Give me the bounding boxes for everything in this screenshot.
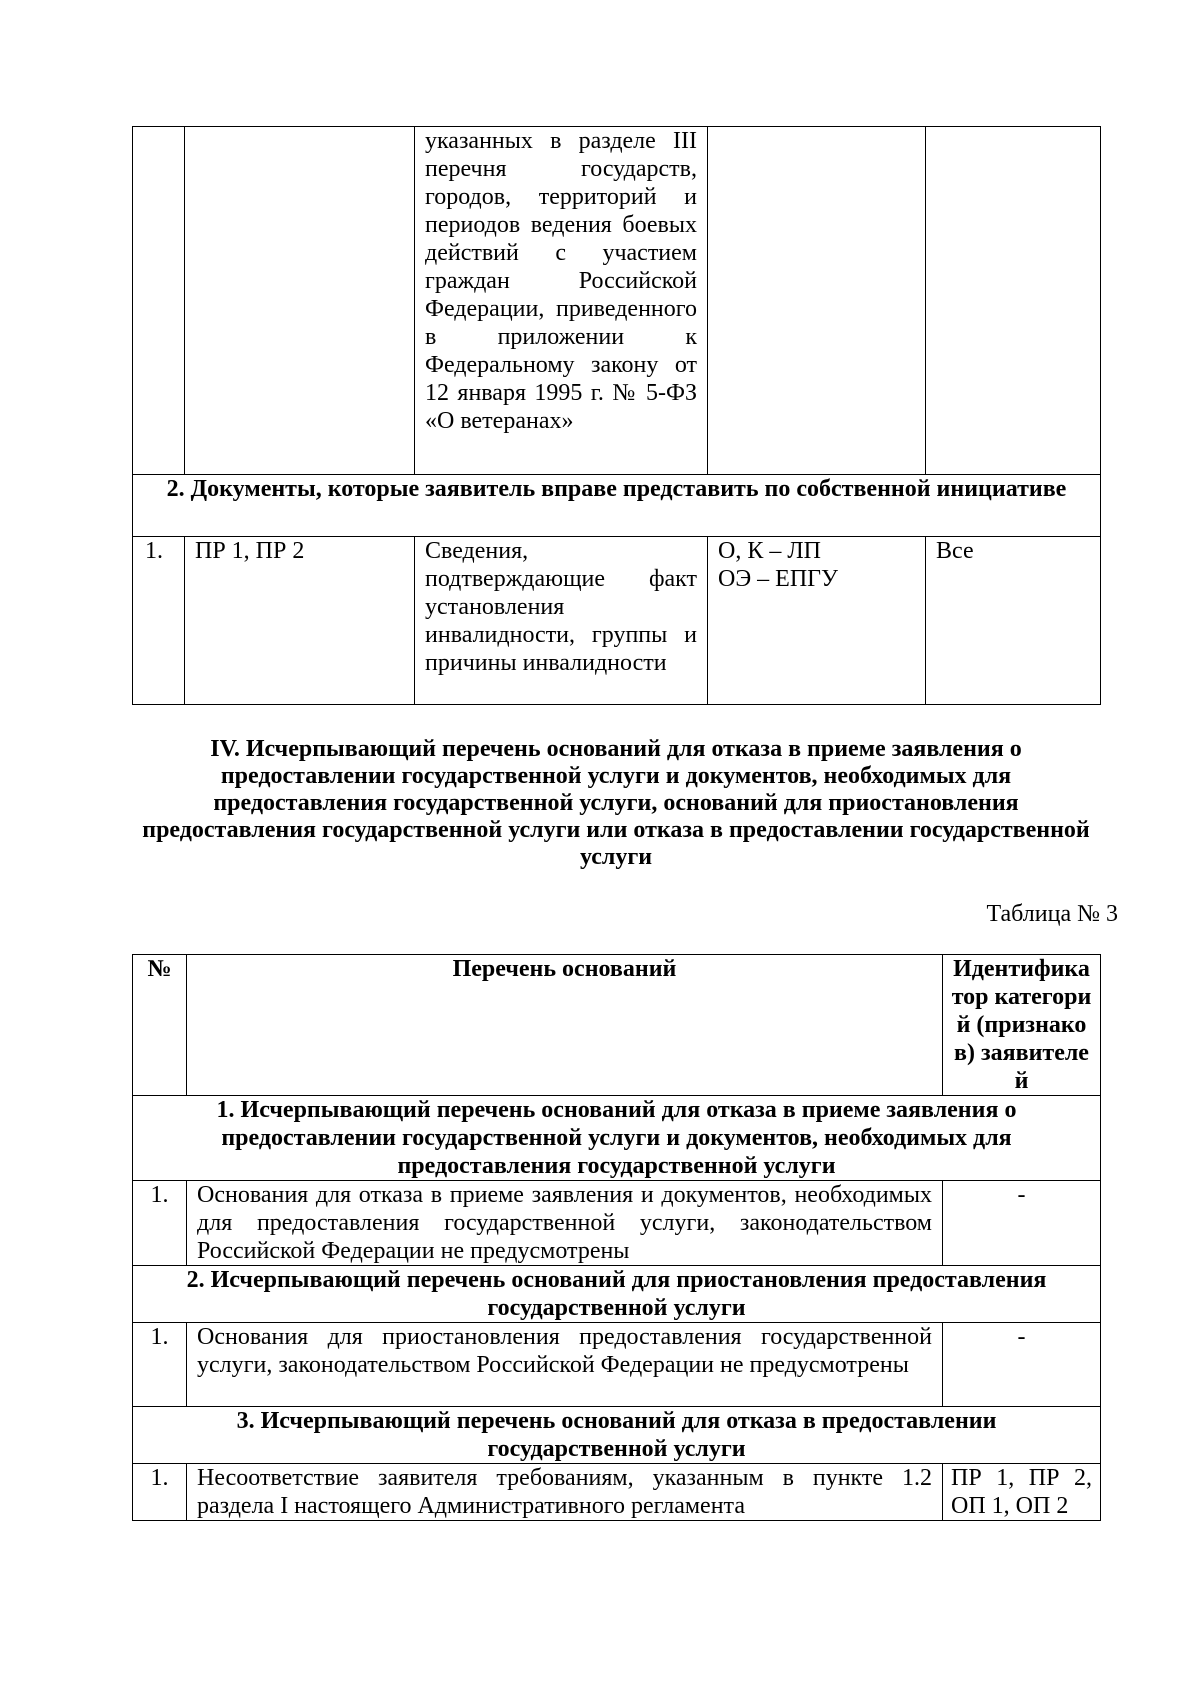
header-reasons: Перечень оснований	[187, 955, 943, 1096]
method-line: О, К – ЛП	[718, 538, 821, 564]
submission-method	[708, 537, 926, 705]
table-cell	[185, 127, 415, 475]
header-identifier: Идентификатор категорий (признаков) заявителей	[943, 955, 1101, 1096]
table-cell	[708, 127, 926, 475]
row-number: 1.	[133, 537, 185, 705]
section-title: 2. Исчерпывающий перечень оснований для приостановления предоставления государственной услуги	[133, 1266, 1101, 1323]
section-title: 1. Исчерпывающий перечень оснований для отказа в приеме заявления о предоставлении государственной услуги и документов, необходимых для предоставления государственной услуги	[133, 1096, 1101, 1181]
reason-text: Несоответствие заявителя требованиям, указанным в пункте 1.2 раздела I настоящего Административного регламента	[187, 1464, 943, 1521]
refusal-reasons-table	[132, 954, 1101, 1521]
table-row	[133, 1323, 1101, 1407]
document-description-cell: указанных в разделе III перечня государств, городов, территорий и периодов ведения боевых действий с участием граждан Российской Федерации, приведенного в приложении к Федеральному закону от 12 января 1995 г. № 5-ФЗ «О ветеранах»	[415, 127, 708, 475]
section-row	[133, 1096, 1101, 1181]
header-number: №	[133, 955, 187, 1096]
table-row	[133, 127, 1101, 475]
applicant-identifier: -	[943, 1323, 1101, 1407]
section-row	[133, 1407, 1101, 1464]
method-line: ОЭ – ЕПГУ	[718, 566, 839, 592]
section-row	[133, 475, 1101, 537]
reason-text: Основания для приостановления предоставления государственной услуги, законодательством Российской Федерации не предусмотрены	[187, 1323, 943, 1407]
table-cell	[926, 127, 1101, 475]
applicant-scope: Все	[926, 537, 1101, 705]
section-title: 3. Исчерпывающий перечень оснований для отказа в предоставлении государственной услуги	[133, 1407, 1101, 1464]
document-description-cell: Сведения, подтверждающие факт установления инвалидности, группы и причины инвалидности	[415, 537, 708, 705]
reason-text: Основания для отказа в приеме заявления и документов, необходимых для предоставления государственной услуги, законодательством Российской Федерации не предусмотрены	[187, 1181, 943, 1266]
row-number: 1.	[133, 1464, 187, 1521]
table-label: Таблица № 3	[986, 901, 1118, 927]
table-row	[133, 1181, 1101, 1266]
header-row	[133, 955, 1101, 1096]
table-row	[133, 537, 1101, 705]
row-number: 1.	[133, 1181, 187, 1266]
applicant-identifier: ПР 1, ПР 2, ОП 1, ОП 2	[943, 1464, 1101, 1521]
applicant-identifier: -	[943, 1181, 1101, 1266]
section-row	[133, 1266, 1101, 1323]
section-title: 2. Документы, которые заявитель вправе представить по собственной инициативе	[133, 475, 1101, 537]
table-cell	[133, 127, 185, 475]
row-number: 1.	[133, 1323, 187, 1407]
applicant-ids: ПР 1, ПР 2	[185, 537, 415, 705]
table-row	[133, 1464, 1101, 1521]
documents-table	[132, 126, 1101, 705]
section-heading: IV. Исчерпывающий перечень оснований для отказа в приеме заявления о предоставлении государственной услуги и документов, необходимых для предоставления государственной услуги, оснований для приостановления предоставления государственной услуги или отказа в предоставлении государственной услуги	[142, 736, 1090, 870]
